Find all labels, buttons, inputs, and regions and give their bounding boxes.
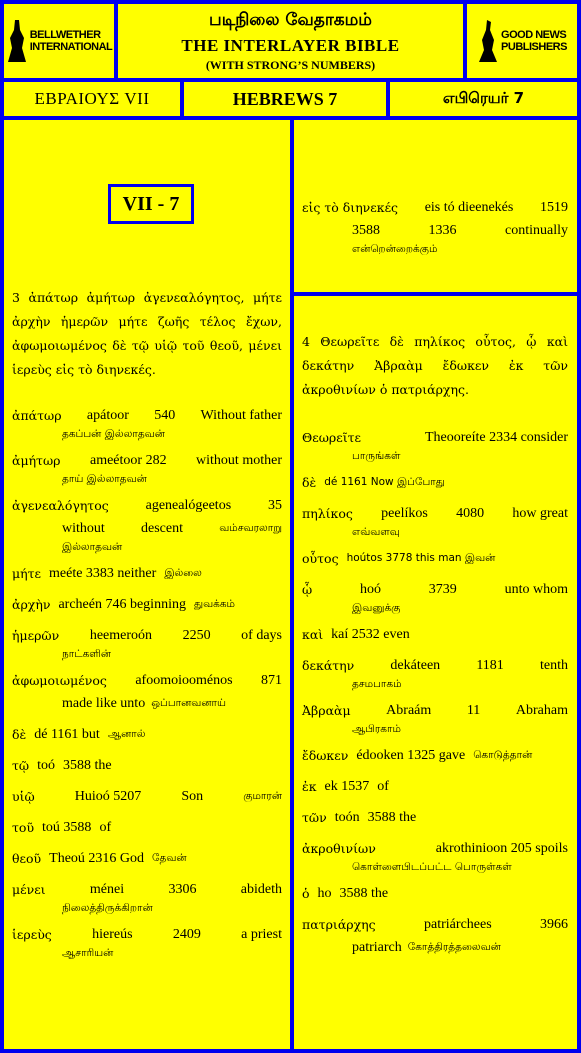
tamil-gloss: ஆபிரகாம் (352, 723, 401, 735)
word-detail: toú 3588 (42, 820, 92, 835)
word-detail: hoó (360, 582, 381, 597)
word-detail: 3588 the (367, 810, 417, 825)
word-detail: துவக்கம் (193, 598, 236, 610)
word-detail: ஆனால் (107, 728, 146, 740)
greek-word: δὲ (302, 475, 317, 490)
word-entry-line (302, 426, 568, 449)
word-entry (302, 623, 568, 646)
word-detail: 871 (260, 673, 282, 688)
word-detail: ho (317, 886, 332, 901)
word-entry-line (302, 806, 568, 829)
word-entry (12, 754, 282, 777)
rt-number-3: 1336 (428, 223, 457, 238)
book-greek: ΕΒΡΑΙΟΥΣ VII (0, 78, 184, 120)
greek-word: ἀφωμοιωμένος (12, 673, 107, 688)
word-detail: 2409 (172, 927, 201, 942)
word-entry-line (12, 847, 282, 870)
greek-word: ἀκροθινίων (302, 841, 376, 856)
title-subtitle: (WITH STRONG’S NUMBERS) (205, 58, 376, 72)
word-entry-line (302, 744, 568, 767)
word-entry (12, 404, 282, 441)
word-detail: akrothinioon 205 spoils (435, 841, 568, 856)
greek-word: ᾧ (302, 582, 313, 597)
word-entry (12, 669, 282, 715)
word-detail: hiereús (92, 927, 133, 942)
tamil-gloss: தாய் இல்லாதவன் (62, 473, 147, 485)
word-entry-line (302, 654, 568, 677)
word-entry (12, 878, 282, 915)
word-detail: archeén 746 beginning (58, 597, 186, 612)
word-entry-line-2 (302, 936, 568, 959)
word-entry-line (302, 623, 568, 646)
word-detail: édooken 1325 gave (356, 748, 466, 763)
greek-word: ἀμήτωρ (12, 453, 61, 468)
right-top-panel (290, 116, 581, 296)
word-entry (12, 494, 282, 554)
greek-word: Ἀβραὰμ (302, 703, 351, 718)
word-detail: patriárchees (424, 917, 492, 932)
word-detail: Theooreíte 2334 consider (424, 430, 568, 445)
greek-word: τῷ (12, 758, 30, 773)
word-entry (302, 547, 568, 570)
right-top-entry (302, 196, 568, 256)
word-detail: meéte 3383 neither (49, 566, 157, 581)
word-entry (12, 593, 282, 616)
tamil-gloss: எவ்வளவு (352, 526, 400, 538)
word-detail: Theoú 2316 God (49, 851, 145, 866)
word-entry-line (12, 449, 282, 472)
greek-word: ἐκ (302, 779, 317, 794)
tamil-gloss: பாருங்கள் (352, 450, 401, 462)
word-entry-line (12, 754, 282, 777)
greek-word: υἱῷ (12, 789, 35, 804)
word-entry-line (302, 547, 568, 570)
greek-word: ἔδωκεν (302, 748, 349, 763)
word-entry-line (302, 913, 568, 936)
word-entry (302, 471, 568, 494)
word-detail: இல்லை (164, 567, 202, 579)
word-detail: தேவன் (152, 852, 187, 864)
word-detail: ek 1537 (324, 779, 370, 794)
word-detail: dé 1161 Now இப்போது (324, 476, 445, 488)
right-entries (302, 426, 568, 967)
rt-greek: εἰς τὸ διηνεκές (302, 200, 399, 215)
word-detail: ameétoor 282 (89, 453, 167, 468)
word-entry-line (12, 723, 282, 746)
title-english: THE INTERLAYER BIBLE (181, 36, 400, 55)
left-entries (12, 404, 282, 968)
word-detail: a priest (241, 927, 282, 942)
greek-word: μένει (12, 882, 46, 897)
word-detail: 3588 the (63, 758, 112, 773)
tamil-gloss: தகப்பன் இல்லாதவன் (62, 428, 165, 440)
word-detail: unto whom (504, 582, 568, 597)
word-entry (12, 562, 282, 585)
greek-word: πηλίκος (302, 506, 353, 521)
word-detail: dé 1161 but (34, 727, 100, 742)
tamil-gloss: இல்லாதவன் (62, 541, 123, 553)
word-entry (302, 744, 568, 767)
word-detail: of days (241, 628, 282, 643)
word-entry-line (12, 923, 282, 946)
greek-word: δὲ (12, 727, 27, 742)
word-detail: agenealógeetos (145, 498, 232, 513)
rt-tamil: என்றென்றைக்கும் (352, 243, 438, 255)
word-detail: 35 (268, 498, 282, 513)
title-tamil: படிநிலை வேதாகமம் (209, 10, 372, 30)
word-detail: descent (141, 521, 183, 536)
left-logo-line2: INTERNATIONAL (29, 41, 113, 53)
left-logo-line1: BELLWETHER (29, 29, 101, 41)
word-detail: 3306 (168, 882, 197, 897)
word-entry-line (302, 578, 568, 601)
word-detail: toó (37, 758, 55, 773)
word-detail: Abraham (515, 703, 568, 718)
word-entry (302, 578, 568, 615)
good-news-logo-icon (477, 18, 499, 64)
word-detail: dekáteen (390, 658, 441, 673)
bellwether-logo-icon (6, 18, 28, 64)
word-entry (12, 449, 282, 486)
word-entry (302, 426, 568, 463)
word-detail: afoomoiooménos (135, 673, 233, 688)
word-detail: வம்சவரலாறு (219, 522, 282, 534)
rt-gloss: continually (505, 223, 568, 238)
word-entry-line (302, 699, 568, 722)
word-detail: கொடுத்தான் (473, 749, 533, 761)
tamil-gloss: ஆசாரியன் (62, 947, 114, 959)
tamil-gloss: கொள்ளைபிடப்பட்ட பொருள்கள் (352, 861, 512, 873)
word-entry (302, 699, 568, 736)
right-logo-line2: PUBLISHERS (501, 41, 567, 53)
rt-translit: eis tó dieenekés (424, 200, 514, 215)
greek-word: ἀπάτωρ (12, 408, 62, 423)
word-detail: 1181 (476, 658, 504, 673)
word-detail: patriarch (352, 940, 402, 955)
right-logo-line1: GOOD NEWS (501, 29, 567, 41)
greek-word: τοῦ (12, 820, 35, 835)
word-detail: tenth (539, 658, 568, 673)
word-entry (12, 847, 282, 870)
word-entry-line (302, 502, 568, 525)
book-tamil: எபிரெயர் 7 (386, 78, 581, 120)
book-english: HEBREWS 7 (180, 78, 390, 120)
greek-word: μήτε (12, 566, 42, 581)
word-detail: peelíkos (381, 506, 428, 521)
word-entry-line (12, 593, 282, 616)
greek-word: οὗτος (302, 551, 339, 566)
word-entry-line (12, 494, 282, 517)
word-entry (12, 785, 282, 808)
right-panel (290, 292, 581, 1053)
word-detail: Without father (200, 408, 282, 423)
tamil-gloss: நாட்களின் (62, 648, 112, 660)
word-detail: hoútos 3778 this man இவன் (346, 552, 496, 564)
word-detail: 540 (154, 408, 176, 423)
word-entry-line (302, 837, 568, 860)
word-detail: how great (512, 506, 568, 521)
greek-word: καὶ (302, 627, 324, 642)
word-entry-line (302, 882, 568, 905)
word-detail: ஒப்பானவனாய் (151, 697, 227, 709)
word-detail: heemeroón (89, 628, 153, 643)
word-entry-line (12, 816, 282, 839)
word-entry-line-2 (12, 517, 282, 540)
word-entry-line (12, 878, 282, 901)
word-detail: of (377, 779, 389, 794)
greek-word: Θεωρεῖτε (302, 430, 362, 445)
word-entry (302, 806, 568, 829)
word-detail: குமாரன் (243, 790, 282, 802)
word-entry-line (12, 785, 282, 808)
greek-word: ἡμερῶν (12, 628, 60, 643)
word-detail: apátoor (86, 408, 129, 423)
greek-word: ἀγενεαλόγητος (12, 498, 109, 513)
greek-word: ἱερεὺς (12, 927, 52, 942)
word-detail: ménei (89, 882, 125, 897)
word-detail: 3966 (540, 917, 568, 932)
right-logo-box (463, 0, 581, 82)
word-entry (302, 502, 568, 539)
word-entry-line (302, 471, 568, 494)
word-entry (302, 837, 568, 874)
left-logo-box (0, 0, 118, 82)
word-detail: 2250 (182, 628, 211, 643)
word-detail: Son (181, 789, 204, 804)
word-entry (302, 775, 568, 798)
word-detail: 3739 (428, 582, 457, 597)
word-entry (302, 654, 568, 691)
word-detail: 3588 the (339, 886, 389, 901)
left-verse-text: 3 ἀπάτωρ ἀμήτωρ ἀγενεαλόγητος, μήτε ἀρχὴν ἡμερῶν μήτε ζωῆς τέλος ἔχων, ἀφωμοιωμένος δὲ τῷ υἱῷ τοῦ θεοῦ, μένει ἱερεὺς εἰς τὸ διηνεκές. (12, 290, 282, 377)
greek-word: τῶν (302, 810, 327, 825)
word-detail: made like unto (62, 696, 146, 711)
word-entry-line (12, 624, 282, 647)
title-box (114, 0, 467, 82)
word-detail: 4080 (456, 506, 485, 521)
word-detail: கோத்திரத்தலைவன் (407, 941, 501, 953)
word-entry (12, 923, 282, 960)
right-verse-text: 4 Θεωρεῖτε δὲ πηλίκος οὗτος, ᾧ καὶ δεκάτην Ἀβραὰμ ἔδωκεν ἐκ τῶν ἀκροθινίων ὁ πατριάρχης. (302, 334, 568, 397)
tamil-gloss: நிலைத்திருக்கிறான் (62, 902, 153, 914)
word-detail: 11 (466, 703, 481, 718)
word-entry-line (12, 669, 282, 692)
word-entry (12, 624, 282, 661)
rt-number-2: 3588 (352, 223, 380, 238)
word-detail: toón (334, 810, 360, 825)
word-detail: without mother (196, 453, 282, 468)
tamil-gloss: இவனுக்கு (352, 602, 401, 614)
word-entry-line (12, 562, 282, 585)
left-panel (0, 116, 294, 1053)
word-entry (302, 882, 568, 905)
word-detail: Abraám (386, 703, 432, 718)
word-entry-line-2 (12, 692, 282, 715)
word-detail: kaí 2532 even (331, 627, 410, 642)
chapter-box: VII - 7 (108, 184, 194, 224)
word-entry (12, 723, 282, 746)
word-entry-line (12, 404, 282, 427)
tamil-gloss: தசமபாகம் (352, 678, 402, 690)
greek-word: δεκάτην (302, 658, 355, 673)
word-entry (302, 913, 568, 959)
greek-word: ἀρχὴν (12, 597, 51, 612)
greek-word: ὁ (302, 886, 310, 901)
word-detail: abideth (240, 882, 282, 897)
word-entry (12, 816, 282, 839)
rt-number: 1519 (540, 200, 568, 215)
word-detail: of (99, 820, 112, 835)
greek-word: θεοῦ (12, 851, 42, 866)
word-detail: without (62, 521, 105, 536)
greek-word: πατριάρχης (302, 917, 376, 932)
word-entry-line (302, 775, 568, 798)
word-detail: Huioó 5207 (74, 789, 142, 804)
